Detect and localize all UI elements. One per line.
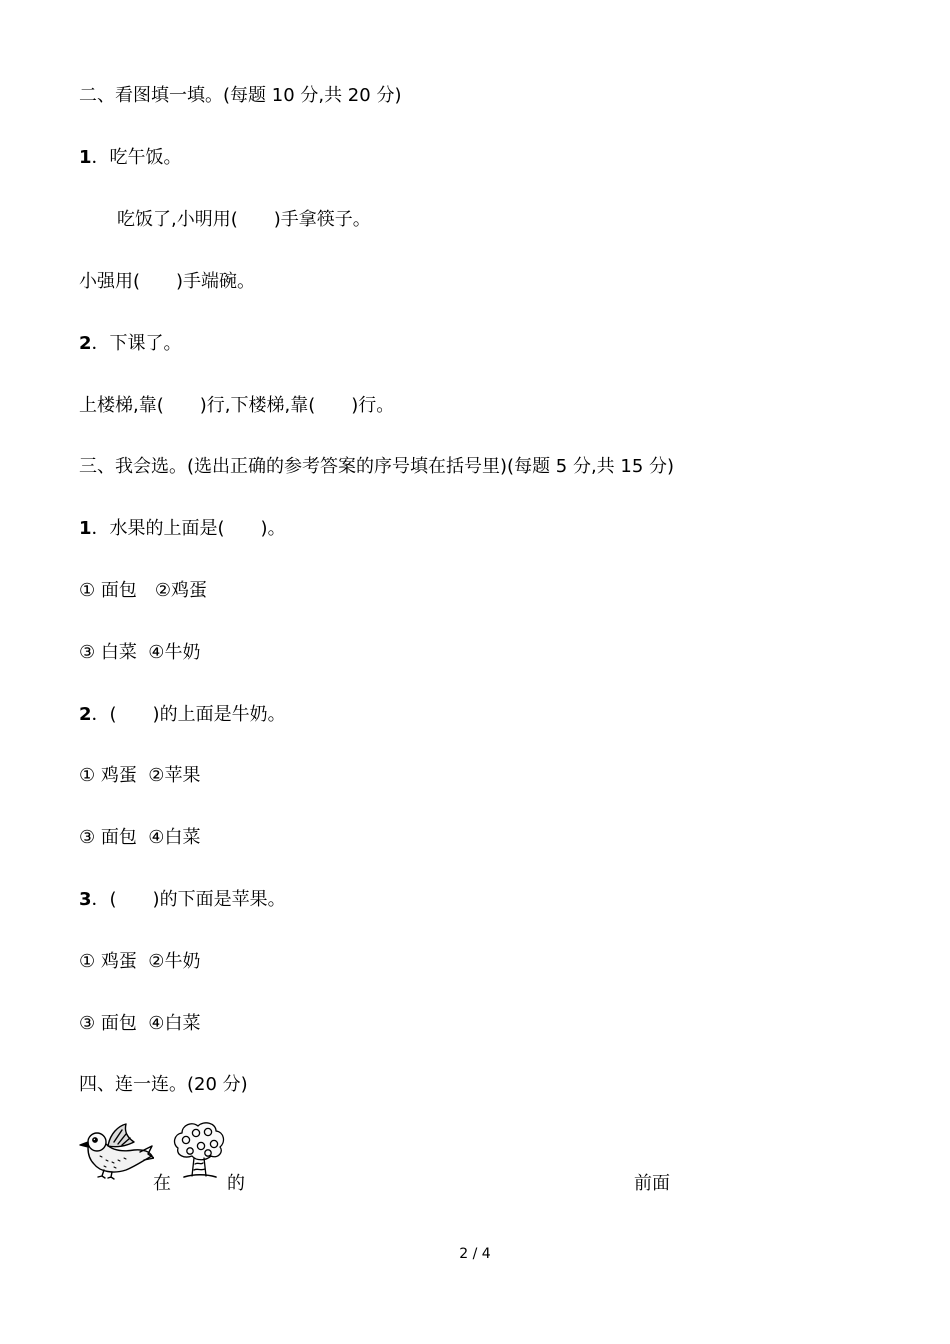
- bird-icon: [78, 1120, 154, 1180]
- match-word-front: 前面: [634, 1173, 670, 1194]
- question-number: 2: [79, 333, 92, 354]
- question-text: ．吃午饭。: [91, 147, 182, 168]
- question-3-3-options-b: ③ 面包 ④白菜: [79, 1013, 201, 1034]
- match-word-of: 的: [227, 1173, 245, 1194]
- question-number: 1: [79, 147, 92, 168]
- section-2-title: 二、看图填一填。(每题 10 分,共 20 分): [79, 85, 402, 106]
- section-4-title: 四、连一连。(20 分): [79, 1074, 248, 1095]
- question-text: ．水果的上面是( )。: [91, 518, 286, 539]
- question-3-1: [79, 517, 286, 541]
- question-3-3: [79, 888, 286, 912]
- question-3-1-options-b: ③ 白菜 ④牛奶: [79, 642, 201, 663]
- match-word-in: 在: [153, 1173, 171, 1194]
- question-3-2-options-a: ① 鸡蛋 ②苹果: [79, 765, 201, 786]
- question-number: 1: [79, 518, 92, 539]
- question-3-3-options-a: ① 鸡蛋 ②牛奶: [79, 951, 201, 972]
- tree-icon: [168, 1118, 230, 1180]
- question-2-1: [79, 146, 182, 170]
- question-3-2-options-b: ③ 面包 ④白菜: [79, 827, 201, 848]
- question-2-2: [79, 332, 182, 356]
- question-3-1-options-a: ① 面包 ②鸡蛋: [79, 580, 207, 601]
- question-text: ．( )的上面是牛奶。: [91, 704, 286, 725]
- question-text: ．下课了。: [91, 333, 182, 354]
- question-text: ．( )的下面是苹果。: [91, 889, 286, 910]
- question-number: 2: [79, 704, 92, 725]
- question-2-1-line-1: 吃饭了,小明用( )手拿筷子。: [117, 209, 371, 230]
- question-2-2-line-1: 上楼梯,靠( )行,下楼梯,靠( )行。: [79, 395, 395, 416]
- section-3-title: 三、我会选。(选出正确的参考答案的序号填在括号里)(每题 5 分,共 15 分): [79, 456, 675, 477]
- question-2-1-line-2: 小强用( )手端碗。: [79, 271, 256, 292]
- question-3-2: [79, 703, 286, 727]
- page-number: 2 / 4: [459, 1246, 491, 1262]
- question-number: 3: [79, 889, 92, 910]
